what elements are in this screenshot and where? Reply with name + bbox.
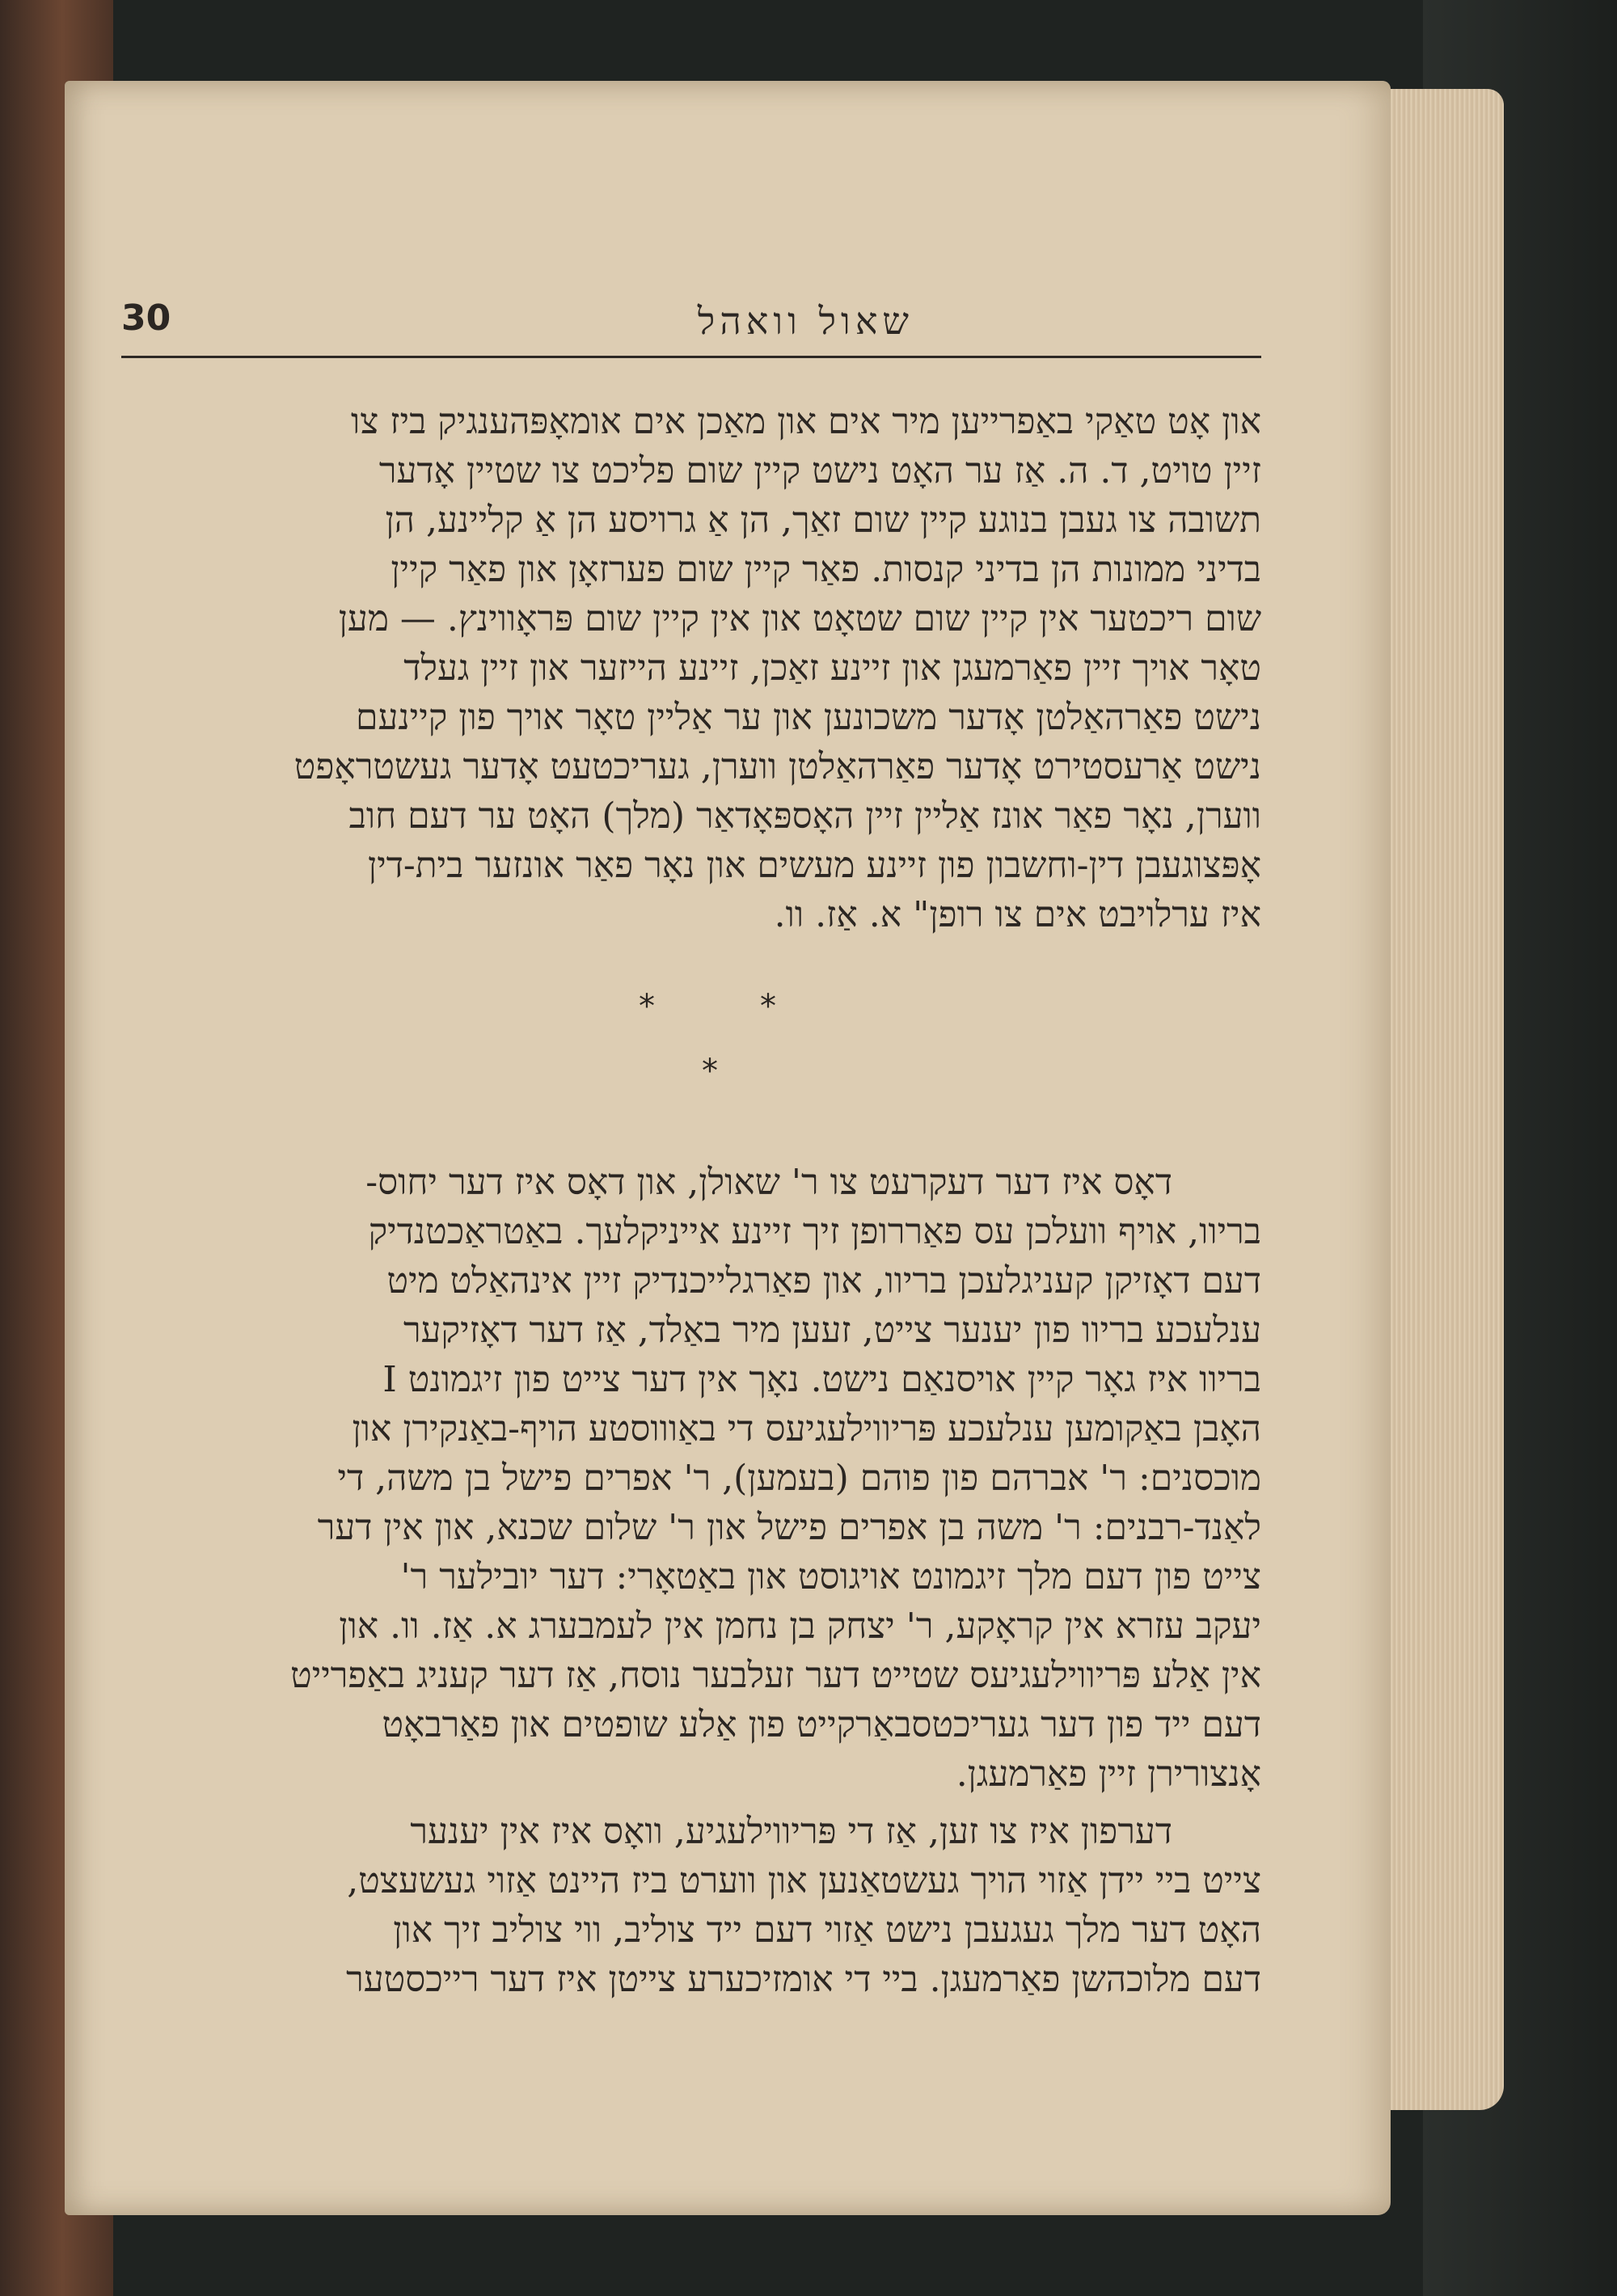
text-line: און אָט טאַקי באַפרייען מיר אים און מאַכן אים אומאָפּהענגיק ביז צו bbox=[351, 401, 1261, 442]
book-page bbox=[65, 81, 1391, 2215]
text-line: דאָס איז דער דעקרעט צו ר' שאולן, און דאָס איז דער יחוס- bbox=[365, 1162, 1172, 1203]
text-line: דעם דאָזיקן קעניגלעכן בריוו, און פאַרגלייכנדיק זיין אינהאַלט מיט bbox=[386, 1260, 1261, 1302]
text-line: דערפון איז צו זען, אַז די פּריווילעגיע, וואָס איז אין יענער bbox=[410, 1811, 1172, 1852]
text-line: צייט פון דעם מלך זיגמונט אויגוסט און באַטאָרי: דער יובילער ר' bbox=[400, 1556, 1261, 1597]
paragraph-1 bbox=[121, 397, 1261, 939]
text-line: בריוו, אויף וועלכן עס פאַררופן זיך זיינע אייניקלעך. באַטראַכטנדיק bbox=[368, 1211, 1261, 1252]
page-content bbox=[121, 283, 1261, 2142]
text-line: דעם מלוכהשן פאַרמעגן. ביי די אומזיכערע צייטן איז דער רייכסטער bbox=[346, 1959, 1261, 2000]
asterisk-icon: * bbox=[760, 988, 776, 1025]
text-line: לאַנד-רבנים: ר' משה בן אפרים פישל און ר' שלום שכנא, און אין דער bbox=[317, 1507, 1261, 1548]
text-line: איז ערלויבט אים צו רופן" א. אַז. וו. bbox=[774, 894, 1261, 935]
text-line: מוכסנים: ר' אברהם פון פוהם (בעמען), ר' אפרים פישל בן משה, די bbox=[337, 1458, 1261, 1499]
asterisk-icon: * bbox=[639, 988, 655, 1025]
text-line: האָט דער מלך געגעבן נישט אַזוי דעם ייד צוליב, ווי צוליב זיך און bbox=[393, 1910, 1261, 1951]
page-header bbox=[121, 283, 1261, 358]
page-number: 30 bbox=[121, 298, 171, 339]
text-line: אָפּצוגעבן דין-וחשבון פון זיינע מעשים און נאָר פאַר אונזער בית-דין bbox=[368, 845, 1261, 886]
text-line: יעקב עזרא אין קראָקע, ר' יצחק בן נחמן אין לעמבערג א. אַז. וו. און bbox=[339, 1606, 1261, 1647]
section-separator bbox=[121, 972, 1261, 1109]
text-line: ווערן, נאָר פאַר אונז אַליין זיין האָספּאָדאַר (מלך) האָט ער דעם חוב bbox=[348, 796, 1261, 837]
text-line: צייט ביי יידן אַזוי הויך געשטאַנען און ווערט ביז היינט אַזוי געשעצט, bbox=[347, 1860, 1261, 1901]
asterisk-icon: * bbox=[702, 1053, 718, 1090]
paragraph-2 bbox=[121, 1158, 1261, 1799]
text-line: האָבן באַקומען ענלעכע פּריווילעגיעס די באַוווסטע הויף-באַנקירן און bbox=[352, 1408, 1261, 1450]
text-line: אין אַלע פּריווילעגיעס שטייט דער זעלבער נוסח, אַז דער קעניג באַפרייט bbox=[290, 1655, 1261, 1696]
text-line: נישט אַרעסטירט אָדער פאַרהאַלטן ווערן, געריכטעט אָדער געשטראָפט bbox=[293, 746, 1261, 787]
text-line: בדיני ממונות הן בדיני קנסות. פאַר קיין שום פערזאָן און פאַר קיין bbox=[391, 549, 1261, 590]
text-line: דעם ייד פון דער געריכטסבאַרקייט פון אַלע שופטים און פאַרבאָט bbox=[382, 1704, 1261, 1745]
text-line: אָנצורירן זיין פאַרמעגן. bbox=[956, 1754, 1261, 1795]
text-line: שום ריכטער אין קיין שום שטאָט און אין קיין שום פּראָווינץ. — מען bbox=[338, 598, 1261, 639]
text-line: נישט פאַרהאַלטן אָדער משכונען און ער אַליין טאָר אויך פון קיינעם bbox=[356, 697, 1261, 738]
text-line: בריוו איז גאָר קיין אויסנאַם נישט. נאָך אין דער צייט פון זיגמונט I bbox=[382, 1359, 1261, 1400]
running-title: שאול וואהל bbox=[697, 299, 914, 343]
text-line: תשובה צו געבן בנוגע קיין שום זאַך, הן אַ גרויסע הן אַ קליינע, הן bbox=[385, 500, 1261, 541]
paragraph-3 bbox=[121, 1807, 1261, 2004]
text-line: זיין טויט, ד. ה. אַז ער האָט נישט קיין שום פליכט צו שטיין אָדער bbox=[378, 450, 1261, 492]
text-line: ענלעכע בריוו פון יענער צייט, זעען מיר באַלד, אַז דער דאָזיקער bbox=[403, 1310, 1261, 1351]
text-line: טאָר אויך זיין פאַרמעגן און זיינע זאַכן, זיינע הייזער און זיין געלד bbox=[403, 648, 1261, 689]
